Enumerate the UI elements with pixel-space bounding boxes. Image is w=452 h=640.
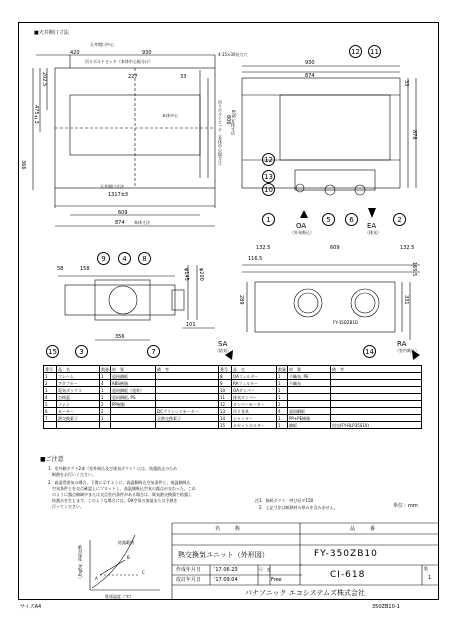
note-line-1: 1．室外側ダクト2本（室外吸込及び排気ダクト）には、結露防止のため	[48, 466, 178, 471]
dim-366: 366	[20, 160, 26, 170]
dim-1317: 1317±3	[108, 192, 129, 198]
cell: 1	[277, 387, 288, 394]
cell	[156, 422, 219, 429]
cell: PP樹脂	[111, 401, 156, 408]
dim-132-5-b: 132.5	[400, 245, 415, 251]
cell: 2	[100, 401, 111, 408]
cell: 1	[100, 373, 111, 380]
title-name: 熱交換気ユニット（外形図）	[178, 551, 269, 559]
note-line-7: 行ってください。	[48, 504, 84, 509]
cell	[331, 408, 422, 415]
cell: 排気ダンパー	[232, 394, 277, 401]
cell	[111, 408, 156, 415]
table-row	[44, 373, 422, 380]
title-model: FY-350ZB10	[314, 549, 378, 559]
note-right-1: 注1．接続ダクト：呼び径Ｐ150	[255, 498, 314, 503]
cell: 1	[277, 415, 288, 422]
cell: 13	[219, 408, 232, 415]
callout-2: 2	[393, 213, 406, 226]
cell	[331, 415, 422, 422]
cell	[331, 373, 422, 380]
cell: 4	[277, 408, 288, 415]
port-ra-sub: （室内吸込）	[395, 348, 419, 353]
callout-12: 12	[349, 45, 362, 58]
dim-475: 475±3	[33, 105, 39, 124]
cell: モーター	[57, 408, 100, 415]
cell: ABS樹脂	[111, 380, 156, 387]
cell: OAダンパー	[232, 387, 277, 394]
dim-356: 356	[115, 334, 125, 340]
cell: 亜鉛鋼板, PS	[111, 394, 156, 401]
revised-date: '17.09.04	[214, 577, 238, 583]
cell: 1	[277, 422, 288, 429]
cell	[331, 380, 422, 387]
cell	[111, 415, 156, 422]
table-row	[44, 387, 422, 394]
ceiling-opening-label: 天井開口寸法	[100, 184, 124, 189]
title-name-label: 名 称	[215, 526, 241, 532]
cell	[156, 373, 219, 380]
callout-12-lower: 12	[262, 153, 275, 166]
scale-label: 尺 度	[259, 567, 271, 572]
dim-158: 158	[80, 266, 90, 272]
th-no-1: 番号	[44, 366, 57, 373]
cell: 1	[100, 415, 111, 422]
cell	[156, 387, 219, 394]
note-right-2: 2．上記寸法は断熱材の厚みを含みません。	[255, 505, 338, 510]
cell: 亜鉛鋼板（塗装）	[111, 387, 156, 394]
note-line-2: 断熱をお行いください。	[48, 472, 96, 477]
created-date: '17.06.23	[214, 567, 238, 573]
port-ea-sub: （排気）	[365, 230, 381, 235]
cell: フレーム	[57, 373, 100, 380]
cell: 2	[100, 408, 111, 415]
vertical-pitch-label: 吊りボルトピッチ（本体中心振分け）	[218, 100, 223, 168]
table-row	[44, 380, 422, 387]
parts-table	[43, 365, 422, 429]
callout-7: 7	[147, 345, 160, 358]
cell: 4	[44, 394, 57, 401]
cell: 1	[100, 387, 111, 394]
dim-116-5-a: 116.5	[248, 256, 263, 262]
table-row	[44, 408, 422, 415]
title-model-label: 品 番	[350, 526, 376, 532]
cell	[156, 380, 219, 387]
front-view-outline	[65, 285, 175, 315]
port-oa-sub: （外気吸込）	[290, 230, 314, 235]
psychro-zone: 結露範囲	[118, 540, 134, 545]
body-center-label: 本体中心	[162, 113, 178, 118]
cell	[331, 394, 422, 401]
cell: 10	[219, 387, 232, 394]
ea-arrow-icon	[368, 208, 376, 218]
callout-8: 8	[138, 252, 151, 265]
company-name: パナソニック エコシステムズ株式会社	[245, 589, 366, 597]
th-qty-2: 数量	[278, 366, 286, 372]
callout-6: 6	[345, 213, 358, 226]
cell: 鋼板	[288, 422, 331, 429]
model-label-small: FY-35DZB1D	[333, 320, 358, 325]
unit-label: 単位：mm	[393, 503, 418, 509]
dim-289: 289	[238, 295, 244, 305]
callout-9: 9	[97, 252, 110, 265]
psychro-y-label: 絶対湿度（kg/kg'）	[78, 545, 83, 582]
body-dim-label: 本体寸法	[134, 220, 150, 225]
cell	[156, 394, 219, 401]
note-line-3: 2．高湿雰囲気の場合、下図に示すように、高温側吸込空気条件と、低温側吸込	[48, 480, 191, 485]
hanger-pitch-label: 吊りボルトピッチ（本体中心振分け）	[85, 59, 153, 64]
cell: 14	[219, 415, 232, 422]
dim-r930: 930	[305, 60, 315, 66]
ceiling-opening-center-label: 天井開口中心	[90, 42, 114, 47]
th-qty-1: 数量	[101, 366, 109, 372]
cell: 亜鉛鋼板	[111, 373, 156, 380]
cell: 3	[44, 387, 57, 394]
cell: 5	[44, 401, 57, 408]
cell: 4	[100, 380, 111, 387]
dim-33: 33	[180, 74, 187, 80]
psychro-pt-b: B	[127, 555, 130, 560]
psychro-pt-c: C	[142, 570, 145, 575]
port-sa-label: SA	[218, 340, 228, 348]
port-oa-label: OA	[296, 222, 307, 230]
revised-label: 改訂年月日	[176, 577, 202, 583]
created-label: 作成年月日	[176, 567, 202, 573]
sheet-number: 1	[428, 575, 432, 581]
cell: PP+PE樹脂	[288, 415, 331, 422]
cell: 別売(FY-RLP35S10)	[331, 422, 422, 429]
cell	[288, 401, 331, 408]
dim-phi145: φ145	[183, 268, 189, 281]
dim-165-5: 165.5	[411, 262, 417, 277]
cell: 不織布, PE	[288, 373, 331, 380]
ceiling-opening-title: ■天井開口寸法	[34, 30, 69, 36]
callout-13: 13	[262, 170, 275, 183]
callout-11: 11	[368, 45, 381, 58]
cell: 1	[277, 394, 288, 401]
cell: 熱交換素子	[57, 415, 100, 422]
cell	[44, 422, 57, 429]
dim-227: 227	[128, 74, 138, 80]
cell	[288, 387, 331, 394]
scale-value: Free	[271, 577, 282, 583]
th-note-2: 備 考	[331, 366, 422, 373]
dim-331: 331	[403, 295, 409, 305]
cell: ファン	[57, 401, 100, 408]
dim-132-5-a: 132.5	[256, 245, 271, 251]
cell	[156, 401, 219, 408]
callout-5: 5	[322, 213, 335, 226]
cell: 15	[219, 422, 232, 429]
note-line-6: 結露水を生じます。このような場合には、OA空気の加湿または予熱を	[48, 498, 178, 503]
cell: 9	[219, 380, 232, 387]
th-name-2: 品 名	[232, 366, 277, 373]
footer-size: サイズA4	[20, 604, 42, 610]
psychro-pt-a: A	[95, 576, 98, 581]
oa-arrow-icon	[300, 210, 308, 218]
callout-10: 10	[262, 183, 275, 196]
table-row	[44, 394, 422, 401]
callout-15: 15	[46, 345, 59, 358]
parts-header-row	[44, 366, 422, 373]
cell: 12	[219, 401, 232, 408]
cell: RAフィルター	[232, 380, 277, 387]
table-row	[44, 415, 422, 422]
dim-58: 58	[57, 266, 64, 272]
dim-930: 930	[142, 50, 152, 56]
dim-420: 420	[70, 50, 80, 56]
cell: 電気ボックス	[57, 387, 100, 394]
cell: アダプター	[57, 380, 100, 387]
cell: 全熱交換素子	[156, 415, 219, 422]
dim-202-5: 202.5	[41, 72, 47, 87]
sheet-label: 版	[424, 566, 428, 571]
th-mat-2: 材 質	[288, 366, 331, 373]
cell	[100, 422, 111, 429]
cell: 11	[219, 394, 232, 401]
cell	[331, 401, 422, 408]
table-row	[44, 401, 422, 408]
port-ra-label: RA	[397, 340, 407, 348]
port-sa-sub: （給気）	[215, 348, 231, 353]
dim-r33: 33	[403, 80, 409, 87]
dim-609b: 609	[330, 245, 340, 251]
hanger-holes-label: 4-15×30長穴穴	[218, 52, 248, 57]
cell: 点検蓋	[57, 394, 100, 401]
cell: OAフィルター	[232, 373, 277, 380]
dim-r874: 874	[305, 73, 315, 79]
dim-r806: 806	[225, 115, 231, 125]
dim-101: 101	[186, 322, 196, 328]
callout-1: 1	[262, 213, 275, 226]
dim-r878: 878	[411, 130, 417, 140]
cell: 1	[100, 394, 111, 401]
dim-609: 609	[118, 210, 128, 216]
callout-3: 3	[75, 345, 88, 358]
cell: 6	[44, 408, 57, 415]
th-note-1: 備 考	[156, 366, 219, 373]
cell	[288, 394, 331, 401]
callout-14: 14	[363, 345, 376, 358]
cell: 2	[44, 380, 57, 387]
th-name-1: 品 名	[57, 366, 100, 373]
cell: 7	[44, 415, 57, 422]
cell: 2	[277, 401, 288, 408]
cell: 1	[277, 380, 288, 387]
note-line-4: 空気条件とを交点確認上にプロットし、高温側吸込空気の露点が交わった、これ	[48, 486, 196, 491]
dim-874: 874	[115, 220, 125, 226]
cell	[57, 422, 100, 429]
cell: 亜鉛鋼板	[288, 408, 331, 415]
cell: カセットホルダー	[232, 422, 277, 429]
cell: 8	[219, 373, 232, 380]
vertical-body-label: 878 本体寸法	[231, 110, 236, 135]
cell: 吊り金具	[232, 408, 277, 415]
footer-code: 350ZB10-1	[372, 604, 400, 610]
cell	[331, 387, 422, 394]
psychro-x-label: 乾球温度（℃）	[105, 594, 134, 599]
cell: 1	[44, 373, 57, 380]
cell: 1	[277, 373, 288, 380]
cell: 不織布	[288, 380, 331, 387]
cell: DCブラシレスモーター	[156, 408, 219, 415]
cell: シャッター	[232, 415, 277, 422]
callout-4: 4	[118, 252, 131, 265]
dim-phi200: φ200	[198, 268, 204, 281]
cell: ダンパーモーター	[232, 401, 277, 408]
table-row	[44, 422, 422, 429]
notes-title: ■ご注意	[40, 456, 64, 463]
th-mat-1: 材 質	[111, 366, 156, 373]
note-line-5: のように露点線域中または交点室内条件がある場合は、吸気熱交換器で結露し	[48, 492, 192, 497]
th-no-2: 番号	[219, 366, 232, 373]
cell	[111, 422, 156, 429]
port-ea-label: EA	[367, 222, 377, 230]
drawing-number: CI-618	[330, 570, 366, 580]
